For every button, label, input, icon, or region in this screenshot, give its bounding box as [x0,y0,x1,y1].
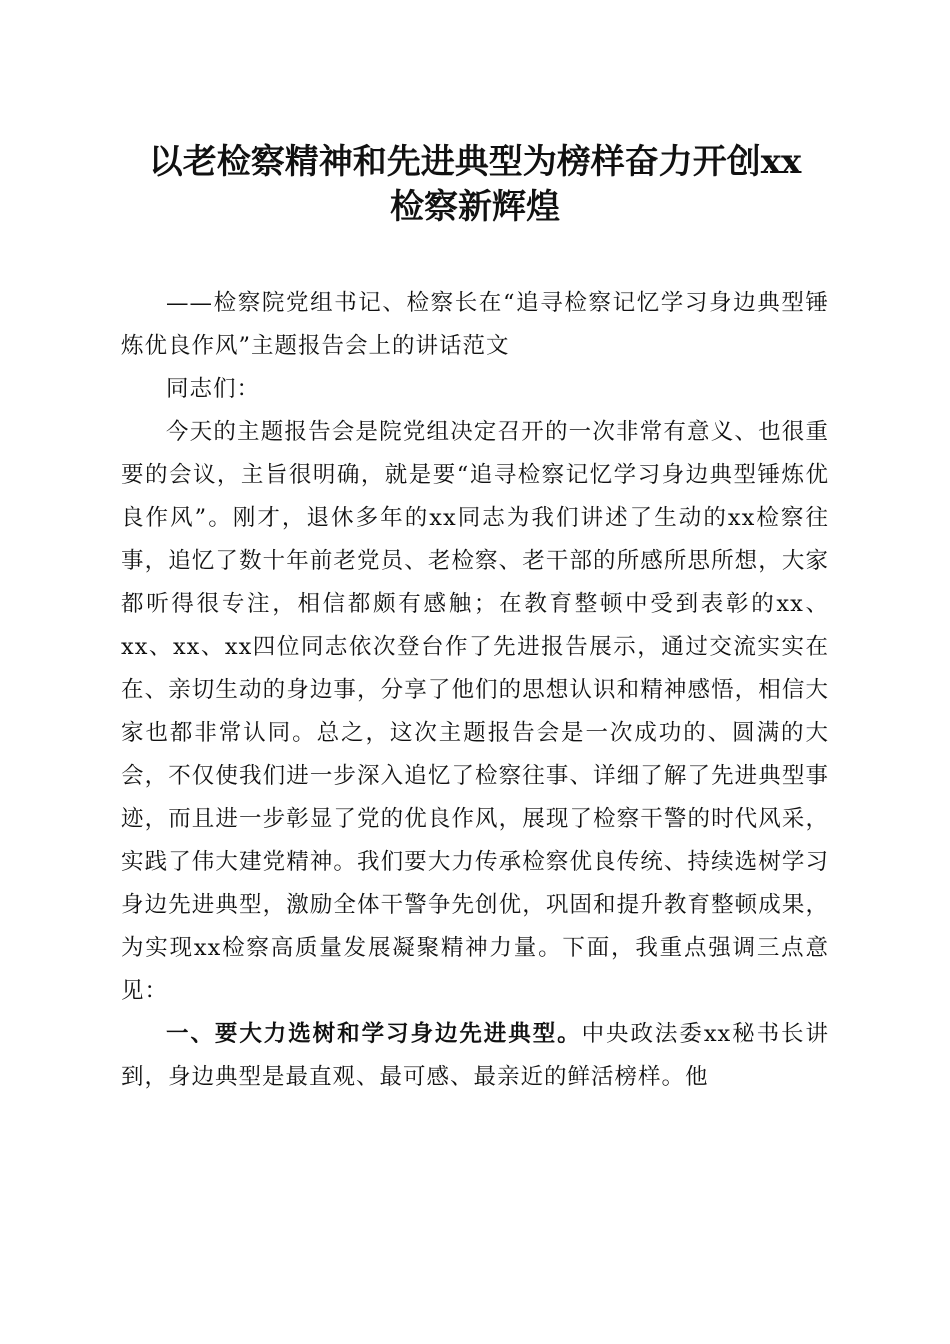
document-body [121,282,829,1099]
document-title-line-1: 以老检察精神和先进典型为榜样奋力开创xx [148,142,802,182]
subtitle: ——检察院党组书记、检察长在“追寻检察记忆学习身边典型锤炼优良作风”主题报告会上的讲话范文 [121,290,829,359]
section-1-paragraph [121,1013,829,1099]
section-1-heading: 一、要大力选树和学习身边先进典型。 [166,1021,582,1047]
paragraph-intro: 今天的主题报告会是院党组决定召开的一次非常有意义、也很重要的会议，主旨很明确，就是要“追寻检察记忆学习身边典型锤炼优良作风”。刚才，退休多年的xx同志为我们讲述了生动的xx检察往事，追忆了数十年前老党员、老检察、老干部的所感所思所想，大家都听得很专注，相信都颇有感触；在教育整顿中受到表彰的xx、xx、xx、xx四位同志依次登台作了先进报告展示，通过交流实实在在、亲切生动的身边事，分享了他们的思想认识和精神感悟，相信大家也都非常认同。总之，这次主题报告会是一次成功的、圆满的大会，不仅使我们进一步深入追忆了检察往事、详细了解了先进典型事迹，而且进一步彰显了党的优良作风，展现了检察干警的时代风采，实践了伟大建党精神。我们要大力传承检察优良传统、持续选树学习身边先进典型，激励全体干警争先创优，巩固和提升教育整顿成果，为实现xx检察高质量发展凝聚精神力量。下面，我重点强调三点意见： [121,419,829,1004]
section-1-text: 中央政法委xx秘书长讲到，身边典型是最直观、最可感、最亲近的鲜活榜样。他 [121,1021,829,1090]
document-title-line-2: 检察新辉煌 [390,187,560,227]
salutation: 同志们： [166,376,261,402]
